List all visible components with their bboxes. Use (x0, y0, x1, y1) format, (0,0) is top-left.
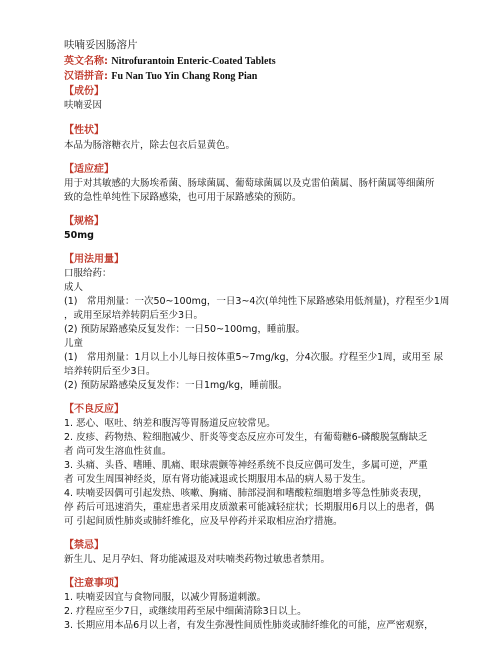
properties-text: 本品为肠溶糖衣片，除去包衣后显黄色。 (64, 140, 236, 151)
pinyin-label: 汉语拼音: (64, 71, 108, 82)
dosage-line: (1) 常用剂量：一次50~100mg，一日3~4次(单纯性下尿路感染用低剂量)，疗程至少1周 (64, 296, 450, 307)
indications-line: 致的急性单纯性下尿路感染，也可用于尿路感染的预防。 (64, 192, 302, 203)
precautions-line: 2. 疗程应至少7日，或继续用药至尿中细菌清除3日以上。 (64, 606, 307, 617)
contraindications-text: 新生儿、足月孕妇、肾功能减退及对呋喃类药物过敏患者禁用。 (64, 554, 331, 565)
adverse-line: 停 药后可迅速消失，重症患者采用皮质激素可能减轻症状；长期服用6月以上的患者，偶 (64, 502, 435, 513)
specs-text: 50mg (64, 230, 94, 241)
ingredients-text: 呋喃妥因 (64, 100, 103, 111)
pinyin-row (64, 70, 257, 83)
dosage-line: (2) 预防尿路感染反复发作：一日1mg/kg，睡前服。 (64, 380, 288, 391)
section-heading-precautions: 【注意事项】 (64, 578, 124, 589)
english-name-label: 英文名称: (64, 56, 108, 67)
adverse-line: 者 可发生周围神经炎，原有肾功能减退或长期服用本品的病人易于发生。 (64, 474, 372, 485)
english-name-row (64, 55, 276, 68)
dosage-line: 口服给药： (64, 268, 112, 279)
adverse-line: 可 引起间质性肺炎或肺纤维化，应及早停药并采取相应治疗措施。 (64, 516, 343, 527)
section-heading-ingredients: 【成份】 (64, 86, 104, 97)
pinyin-value: Fu Nan Tuo Yin Chang Rong Pian (111, 71, 258, 82)
dosage-line: 成人 (64, 282, 84, 293)
section-heading-contraindications: 【禁忌】 (64, 540, 104, 551)
dosage-line: (1) 常用剂量：1月以上小儿每日按体重5~7mg/kg，分4次服。疗程至少1周，或用至 尿 (64, 352, 444, 363)
section-heading-dosage: 【用法用量】 (64, 254, 124, 265)
precautions-line: 3. 长期应用本品6月以上者，有发生弥漫性间质性肺炎或肺纤维化的可能，应严密观察， (64, 620, 434, 631)
section-heading-adverse: 【不良反应】 (64, 404, 124, 415)
indications-line: 用于对其敏感的大肠埃希菌、肠球菌属、葡萄球菌属以及克雷伯菌属、肠杆菌属等细菌所 (64, 178, 435, 189)
dosage-line: 培养转阴后至少3日。 (64, 366, 156, 377)
adverse-line: 4. 呋喃妥因偶可引起发热、咳嗽、胸痛、肺部浸润和嗜酸粒细胞增多等急性肺炎表现， (64, 488, 428, 499)
adverse-line: 2. 皮疹、药物热、粒细胞减少、肝炎等变态反应亦可发生，有葡萄糖6-磷酸脱氢酶缺乏 (64, 432, 428, 443)
dosage-line: ，或用至尿培养转阴后至少3日。 (64, 310, 204, 321)
drug-title: 呋喃妥因肠溶片 (64, 39, 138, 51)
adverse-line: 者 尚可发生溶血性贫血。 (64, 446, 172, 457)
dosage-line: 儿童 (64, 338, 84, 349)
precautions-line: 1. 呋喃妥因宜与食物同服，以减少胃肠道刺激。 (64, 592, 267, 603)
dosage-line: (2) 预防尿路感染反复发作：一日50~100mg，睡前服。 (64, 324, 305, 335)
section-heading-specs: 【规格】 (64, 216, 104, 227)
section-heading-indications: 【适应症】 (64, 164, 114, 175)
adverse-line: 3. 头痛、头昏、嗜睡、肌痛、眼球震颤等神经系统不良反应偶可发生，多属可逆，严重 (64, 460, 428, 471)
section-heading-properties: 【性状】 (64, 125, 104, 136)
english-name-value: Nitrofurantoin Enteric-Coated Tablets (111, 56, 276, 67)
adverse-line: 1. 恶心、呕吐、纳差和腹泻等胃肠道反应较常见。 (64, 418, 276, 429)
